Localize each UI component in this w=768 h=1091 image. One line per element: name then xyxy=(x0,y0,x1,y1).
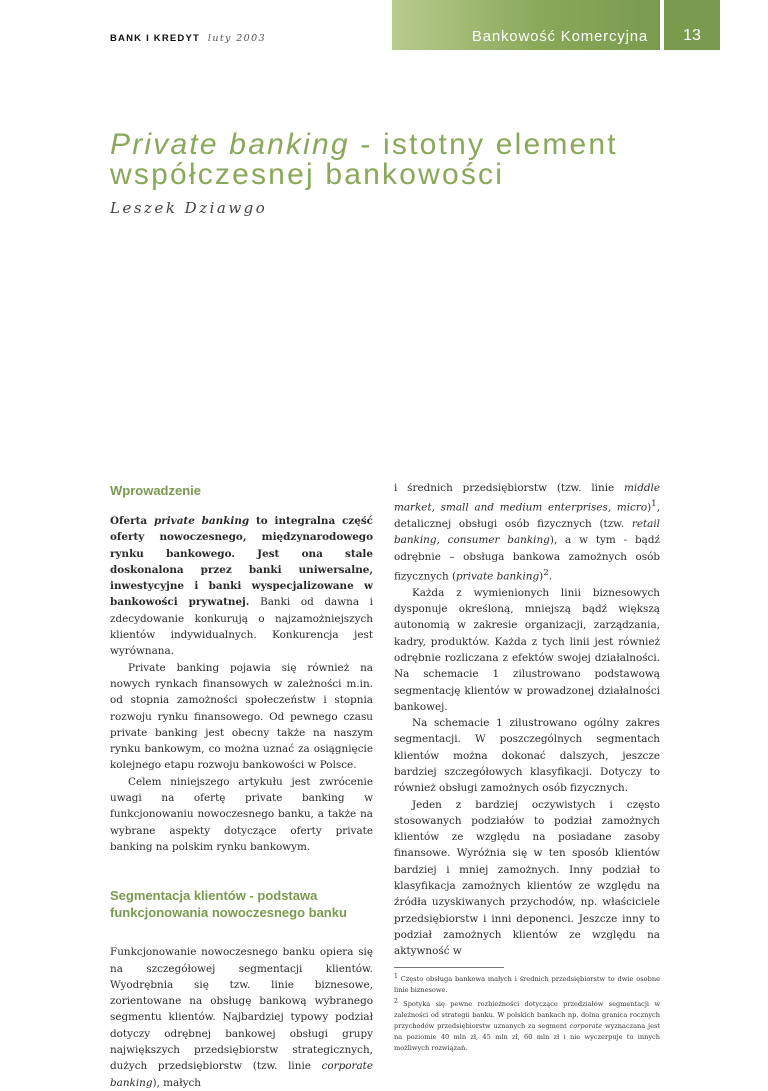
title-italic: Private banking xyxy=(110,128,350,161)
paragraph-text: i średnich przedsiębiorstw (tzw. linie xyxy=(394,482,625,494)
footnote xyxy=(394,971,660,996)
page-number: 13 xyxy=(683,27,701,44)
title-part-2: współczesnej bankowości xyxy=(110,158,505,191)
paragraph-text: , detalicznej obsługi osób fizycznych (tzw. xyxy=(394,501,660,531)
footnote xyxy=(394,996,660,1054)
section-band xyxy=(392,0,660,50)
lead-italic: private banking xyxy=(153,515,250,527)
left-column xyxy=(110,480,373,1091)
author-name: Leszek Dziawgo xyxy=(110,199,268,217)
paragraph-text: Funkcjonowanie nowoczesnego banku opiera się na szczegółowej segmentacji klientów. Wyodrębnia się tzw. linie biznesowe, zorientowane na obsługę bankową wybranego segmentu klientów. Najbardziej typowy podział dotyczy odrębnej bankowej obsługi grupy największych przedsiębiorstw strategicznych, dużych przedsiębiorstw (tzw. linie xyxy=(110,946,373,1073)
footnote-text: wyznaczana jest na poziomie 40 mln zł, 45 mln zł, 60 mln zł i nie wyczerpuje to innych możliwych rozwiązań. xyxy=(394,1021,661,1052)
italic-term: middle market, small and medium enterprises, micro xyxy=(394,482,660,514)
lead-text: Oferta xyxy=(110,515,154,527)
paragraph xyxy=(394,480,660,585)
footnote-divider xyxy=(394,967,504,968)
footnote-text: Spotyka się pewne rozbieżności dotyczące przedziałów segmentacji w zależności od strategii banku. W polskich bankach np. dolna granica rocznych przychodów przedsiębiorstw uznanych za segment xyxy=(394,999,660,1030)
footnote-italic: corporate xyxy=(569,1021,603,1030)
paragraph xyxy=(110,513,373,660)
article-title xyxy=(110,130,730,190)
section-name: Bankowość Komercyjna xyxy=(471,28,648,45)
paragraph-text: Banki od dawna i zdecydowanie konkurują o najzamożniejszych klientów indywidualnych. Konkurencja jest wyrównana. xyxy=(110,596,373,658)
paragraph-text: ), małych xyxy=(152,1076,201,1089)
section-heading-segmentation: Segmentacja klientów - podstawa funkcjonowania nowoczesnego banku xyxy=(110,888,347,921)
page-number-box xyxy=(664,0,720,50)
paragraph xyxy=(110,944,373,1091)
journal-name: BANK I KREDYT xyxy=(110,33,201,44)
lead-text: to integralna część oferty nowoczesnego, międzynarodowego rynku bankowego. Jest ona stale doskonalona przez banki uniwersalne, inwestycyjne i banki wyspecjalizowane w bankowości prywatnej. xyxy=(110,515,374,609)
paragraph-text: . xyxy=(548,570,553,583)
journal-issue: luty 2003 xyxy=(207,33,267,44)
right-column xyxy=(394,480,660,1054)
italic-term: corporate banking xyxy=(110,1060,373,1089)
title-part-1: - istotny element xyxy=(349,128,618,161)
italic-term: retail banking, consumer banking xyxy=(394,518,660,547)
paragraph: Private banking pojawia się również na nowych rynkach finansowych w zależności m.in. od stopnia zamożności społeczeństw i stopnia rozwoju rynku finansowego. Od pewnego czasu private banking jest obecny także na naszym rynku bankowym, co można uznać za osiągnięcie kolejnego etapu rozwoju bankowości w Polsce. xyxy=(110,661,373,772)
footnote-ref: 1 xyxy=(651,499,657,510)
journal-header xyxy=(110,33,266,44)
paragraph: Jeden z bardziej oczywistych i często stosowanych podziałów to podział zamożnych klientów ze względu na posiadane zasoby finansowe. Wyróżnia się w ten sposób klientów bardziej i mniej zamożnych. Inny podział to klasyfikacja zamożnych klientów ze względu na źródła uzyskiwanych przychodów, np. właściciele przedsiębiorstw i inni deponenci. Jeszcze inny to podział zamożnych klientów ze względu na aktywność w xyxy=(394,798,660,958)
footnote-number: 2 xyxy=(394,997,398,1005)
footnote-text: Często obsługa bankowa małych i średnich przedsiębiorstw to dwie osobne linie biznesowe. xyxy=(394,974,660,994)
paragraph: Na schemacie 1 zilustrowano ogólny zakres segmentacji. W poszczególnych segmentach klientów można dokonać dalszych, jeszcze bardziej szczegółowych klasyfikacji. Dotyczy to również obsługi zamożnych osób fizycznych. xyxy=(394,717,660,795)
section-heading-intro: Wprowadzenie xyxy=(110,483,202,498)
paragraph: Celem niniejszego artykułu jest zwrócenie uwagi na ofertę private banking w funkcjonowaniu nowoczesnego banku, a także na wybrane aspekty dotyczące oferty private banking na polskim rynku bankowym. xyxy=(110,775,373,853)
footnote-ref: 2 xyxy=(543,567,549,578)
italic-term: private banking xyxy=(456,570,540,583)
paragraph-text: ), a w tym - bądź odrębnie – obsługa bankowa zamożnych osób fizycznych ( xyxy=(394,534,660,583)
footnote-number: 1 xyxy=(394,972,398,980)
paragraph-text: ) xyxy=(647,501,652,514)
paragraph: Każda z wymienionych linii biznesowych dysponuje określoną, mniejszą bądź większą autonomią w zakresie organizacji, zarządzania, kadry, produktów. Każda z tych linii jest również odrębnie rozliczana z efektów swojej działalności. Na schemacie 1 zilustrowano podstawową segmentację klientów w prowadzonej działalności bankowej. xyxy=(394,586,660,713)
paragraph-text: ) xyxy=(539,570,544,583)
